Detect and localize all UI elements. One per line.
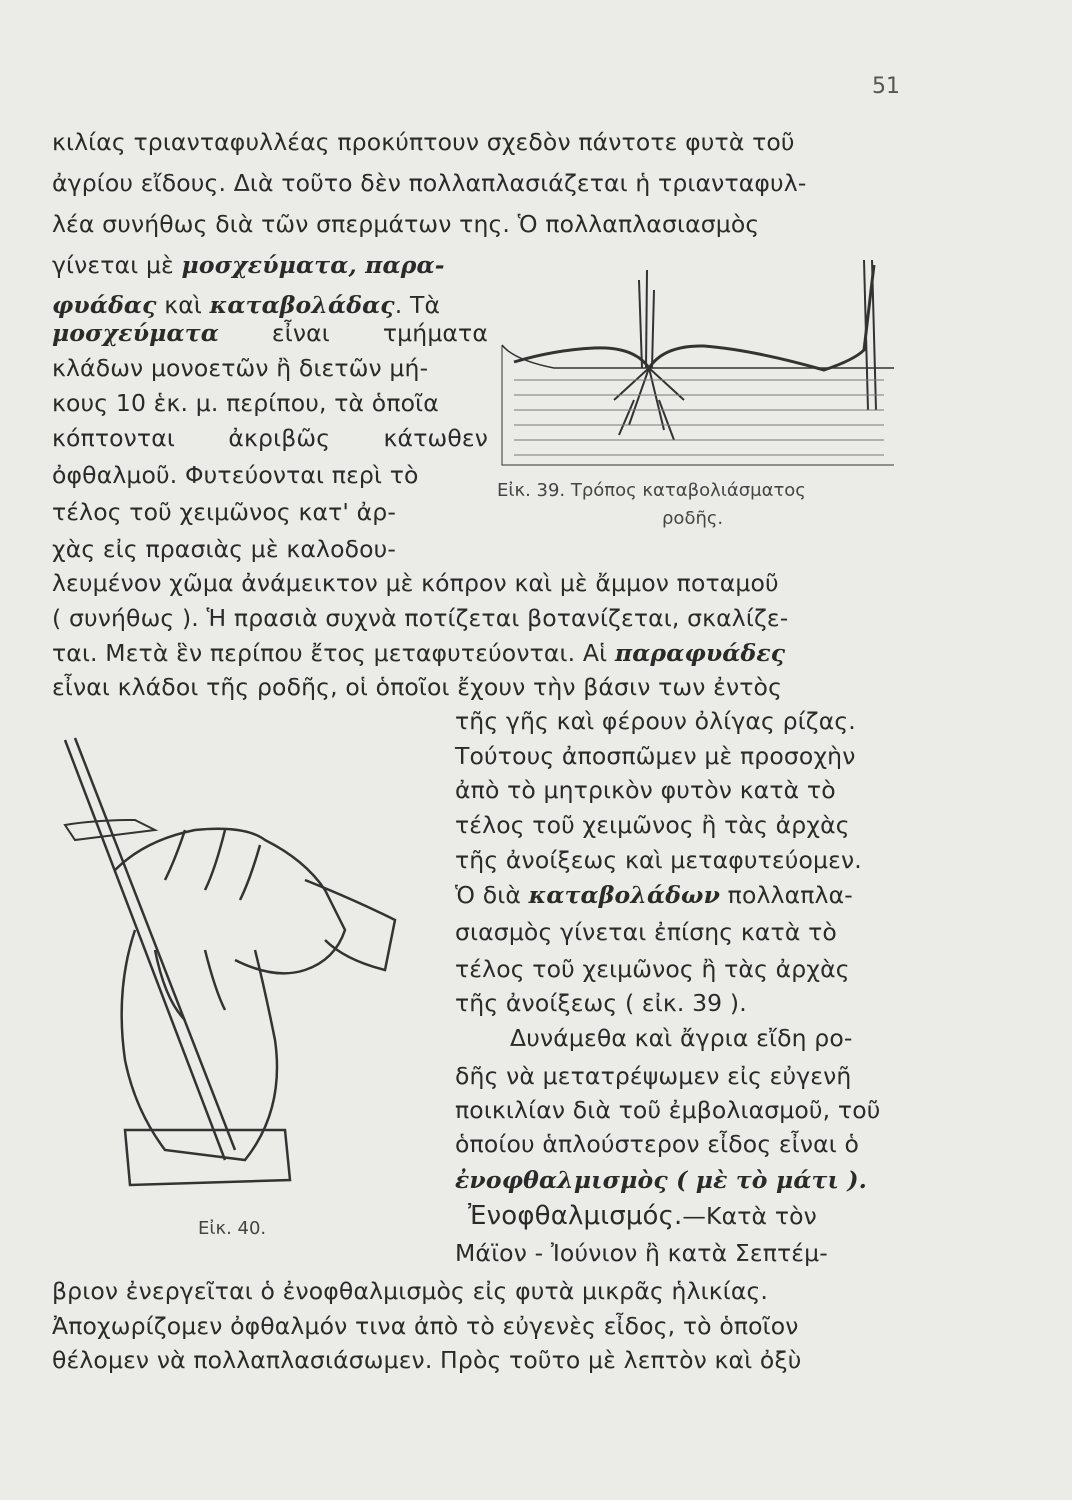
text-line: χὰς εἰς πρασιὰς μὲ καλοδου-	[52, 535, 397, 563]
text-line: κιλίας τριανταφυλλέας προκύπτουν σχεδὸν πάντοτε φυτὰ τοῦ	[52, 128, 795, 156]
text-line: Δυνάμεθα καὶ ἄγρια εἴδη ρο-	[510, 1024, 853, 1052]
text-line: κόπτονται ἀκριβῶς κάτωθεν	[52, 424, 488, 452]
text-line: λέα συνήθως διὰ τῶν σπερμάτων της. Ὁ πολλαπλασιασμὸς	[52, 210, 760, 238]
figure-39-illustration	[494, 250, 904, 480]
page-number: 51	[872, 74, 900, 99]
text-line: τέλος τοῦ χειμῶνος ἢ τὰς ἀρχὰς	[455, 955, 850, 983]
text-line: τέλος τοῦ χειμῶνος κατ' ἀρ-	[52, 498, 396, 526]
figure-40-caption: Εἰκ. 40.	[198, 1218, 267, 1239]
text-line: ὀφθαλμοῦ. Φυτεύονται περὶ τὸ	[52, 461, 419, 489]
figure-39-caption: Εἰκ. 39. Τρόπος καταβολιάσματος	[497, 480, 806, 501]
text-line: ( συνήθως ). Ἡ πρασιὰ συχνὰ ποτίζεται βοτανίζεται, σκαλίζε-	[52, 604, 789, 632]
text-line: τῆς ἀνοίξεως ( εἰκ. 39 ).	[455, 989, 747, 1017]
section-heading: Ἐνοφθαλμισμός.—Κατὰ τὸν	[468, 1201, 817, 1231]
text-line: Ἀποχωρίζομεν ὀφθαλμόν τινα ἀπὸ τὸ εὐγενὲς εἶδος, τὸ ὁποῖον	[52, 1312, 799, 1340]
text-line: λευμένον χῶμα ἀνάμεικτον μὲ κόπρον καὶ μὲ ἄμμον ποταμοῦ	[52, 569, 779, 597]
text-line: τέλος τοῦ χειμῶνος ἢ τὰς ἀρχὰς	[455, 811, 850, 839]
text-line: ἀπὸ τὸ μητρικὸν φυτὸν κατὰ τὸ	[455, 776, 836, 804]
text-line: δῆς νὰ μετατρέψωμεν εἰς εὐγενῆ	[455, 1062, 852, 1090]
text-line: τῆς ἀνοίξεως καὶ μεταφυτεύομεν.	[455, 846, 862, 874]
text-line: Ὁ διὰ καταβολάδων πολλαπλα-	[455, 881, 853, 909]
text-line: ποικιλίαν διὰ τοῦ ἐμβολιασμοῦ, τοῦ	[455, 1096, 881, 1124]
text-line: γίνεται μὲ μοσχεύματα, παρα-	[52, 251, 445, 279]
text-line: βριον ἐνεργεῖται ὁ ἐνοφθαλμισμὸς εἰς φυτὰ μικρᾶς ἡλικίας.	[52, 1277, 769, 1305]
text-line: ὁποίου ἁπλούστερον εἶδος εἶναι ὁ	[455, 1130, 860, 1158]
text-line: κλάδων μονοετῶν ἢ διετῶν μή-	[52, 354, 429, 382]
figure-39-caption-continued: ροδῆς.	[662, 508, 724, 529]
text-line: Μάϊον - Ἰούνιον ἢ κατὰ Σεπτέμ-	[455, 1239, 828, 1267]
text-line: σιασμὸς γίνεται ἐπίσης κατὰ τὸ	[455, 918, 837, 946]
text-line: ἐνοφθαλμισμὸς ( μὲ τὸ μάτι ).	[455, 1166, 867, 1194]
text-line: κους 10 ἑκ. μ. περίπου, τὰ ὁποῖα	[52, 389, 439, 417]
text-line: φυάδας καὶ καταβολάδας. Τὰ	[52, 291, 441, 319]
text-line: μοσχεύματα εἶναι τμήματα	[52, 319, 488, 347]
text-line: Τούτους ἀποσπῶμεν μὲ προσοχὴν	[455, 742, 856, 770]
text-line: θέλομεν νὰ πολλαπλασιάσωμεν. Πρὸς τοῦτο μὲ λεπτὸν καὶ ὀξὺ	[52, 1346, 802, 1374]
text-line: ἀγρίου εἴδους. Διὰ τοῦτο δὲν πολλαπλασιάζεται ἡ τριανταφυλ-	[52, 169, 807, 197]
figure-40-illustration	[55, 730, 445, 1200]
text-line: ται. Μετὰ ἓν περίπου ἔτος μεταφυτεύονται. Αἱ παραφυάδες	[52, 639, 786, 667]
text-line: εἶναι κλάδοι τῆς ροδῆς, οἱ ὁποῖοι ἔχουν τὴν βάσιν των ἐντὸς	[52, 673, 783, 701]
text-line: τῆς γῆς καὶ φέρουν ὀλίγας ρίζας.	[455, 707, 856, 735]
